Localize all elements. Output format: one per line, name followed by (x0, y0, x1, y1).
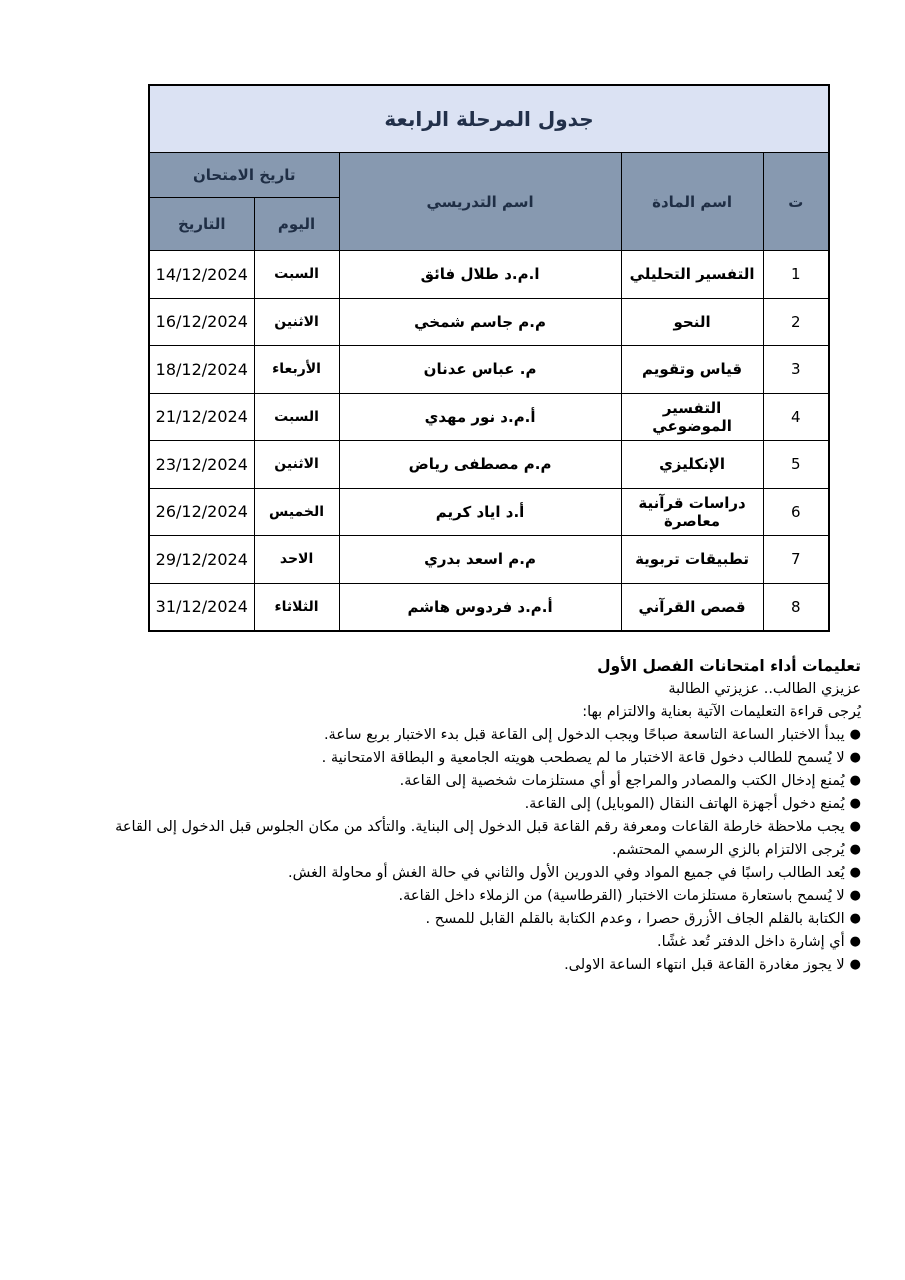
instruction-text: لا يجوز مغادرة القاعة قبل انتهاء الساعة الاولى. (564, 957, 845, 973)
cell-date: 26/12/2024 (149, 488, 254, 536)
cell-index: 6 (763, 488, 829, 536)
cell-day: الثلاثاء (254, 583, 339, 631)
cell-date: 23/12/2024 (149, 441, 254, 489)
instruction-text: لا يُسمح للطالب دخول قاعة الاختبار ما لم يصطحب هويته الجامعية و البطاقة الامتحانية . (321, 750, 845, 766)
instruction-item (66, 793, 861, 816)
cell-index: 5 (763, 441, 829, 489)
cell-date: 18/12/2024 (149, 346, 254, 394)
instructions-section (66, 655, 861, 977)
header-row-top (149, 153, 829, 198)
cell-index: 7 (763, 536, 829, 584)
cell-index: 8 (763, 583, 829, 631)
bullet-icon: ● (849, 865, 861, 880)
cell-index: 4 (763, 393, 829, 441)
cell-instructor: أ.د اياد كريم (339, 488, 621, 536)
cell-day: الاحد (254, 536, 339, 584)
instruction-text: يُمنع دخول أجهزة الهاتف النقال (الموبايل) إلى القاعة. (524, 796, 845, 812)
instruction-text: يُعد الطالب راسبًا في جميع المواد وفي الدورين الأول والثاني في حالة الغش أو محاولة الغش. (288, 865, 845, 881)
cell-subject: دراسات قرآنية معاصرة (621, 488, 763, 536)
bullet-icon: ● (849, 842, 861, 857)
instructions-intro-line: عزيزي الطالب.. عزيزتي الطالبة (668, 681, 861, 697)
cell-instructor: ا.م.د طلال فائق (339, 251, 621, 299)
instruction-item (66, 747, 861, 770)
instruction-text: الكتابة بالقلم الجاف الأزرق حصرا ، وعدم الكتابة بالقلم القابل للمسح . (425, 911, 845, 927)
header-cell-subject: اسم المادة (621, 153, 763, 251)
bullet-icon: ● (849, 750, 861, 765)
cell-date: 21/12/2024 (149, 393, 254, 441)
instruction-item (66, 724, 861, 747)
instruction-item (66, 885, 861, 908)
cell-subject: تطبيقات تربوية (621, 536, 763, 584)
cell-day: السبت (254, 251, 339, 299)
table-row (149, 251, 829, 299)
instructions-list (66, 724, 861, 977)
bullet-icon: ● (849, 796, 861, 811)
cell-date: 16/12/2024 (149, 298, 254, 346)
header-cell-instructor: اسم التدريسي (339, 153, 621, 251)
instruction-text: يبدأ الاختبار الساعة التاسعة صباحًا ويجب الدخول إلى القاعة قبل بدء الاختبار بربع ساعة. (323, 727, 845, 743)
bullet-icon: ● (849, 911, 861, 926)
cell-day: الخميس (254, 488, 339, 536)
instruction-item (66, 954, 861, 977)
cell-instructor: أ.م.د نور مهدي (339, 393, 621, 441)
cell-date: 29/12/2024 (149, 536, 254, 584)
cell-day: الأربعاء (254, 346, 339, 394)
header-cell-exam-date: تاريخ الامتحان (149, 153, 339, 198)
cell-instructor: م.م مصطفى رياض (339, 441, 621, 489)
cell-index: 3 (763, 346, 829, 394)
schedule-body (149, 251, 829, 632)
instruction-item (66, 816, 861, 839)
table-title-row (149, 85, 829, 153)
cell-subject: النحو (621, 298, 763, 346)
bullet-icon: ● (849, 888, 861, 903)
cell-subject: التفسير التحليلي (621, 251, 763, 299)
cell-day: الاثنين (254, 441, 339, 489)
header-cell-date: التاريخ (149, 198, 254, 251)
table-row (149, 583, 829, 631)
bullet-icon: ● (849, 773, 861, 788)
header-cell-day: اليوم (254, 198, 339, 251)
header-cell-index: ت (763, 153, 829, 251)
instruction-text: أي إشارة داخل الدفتر تُعد غشًا. (657, 934, 845, 950)
instruction-item (66, 931, 861, 954)
cell-day: السبت (254, 393, 339, 441)
table-row (149, 536, 829, 584)
cell-subject: التفسير الموضوعي (621, 393, 763, 441)
table-row (149, 393, 829, 441)
bullet-icon: ● (849, 727, 861, 742)
cell-date: 14/12/2024 (149, 251, 254, 299)
bullet-icon: ● (849, 819, 861, 834)
instruction-text: يُرجى الالتزام بالزي الرسمي المحتشم. (611, 842, 845, 858)
cell-subject: قصص القرآني (621, 583, 763, 631)
instructions-intro-line: يُرجى قراءة التعليمات الآتية بعناية والالتزام بها: (582, 704, 861, 720)
table-row (149, 441, 829, 489)
table-title: جدول المرحلة الرابعة (149, 85, 829, 153)
table-row (149, 346, 829, 394)
instruction-item (66, 862, 861, 885)
table-row (149, 488, 829, 536)
cell-index: 2 (763, 298, 829, 346)
instruction-text: يجب ملاحظة خارطة القاعات ومعرفة رقم القاعة قبل الدخول إلى البناية. والتأكد من مكان الجلوس قبل الدخول إلى القاعة (115, 819, 845, 835)
cell-date: 31/12/2024 (149, 583, 254, 631)
cell-instructor: م. عباس عدنان (339, 346, 621, 394)
instruction-text: يُمنع إدخال الكتب والمصادر والمراجع أو أي مستلزمات شخصية إلى القاعة. (399, 773, 845, 789)
cell-subject: الإنكليزي (621, 441, 763, 489)
instruction-item (66, 770, 861, 793)
bullet-icon: ● (849, 957, 861, 972)
cell-instructor: م.م جاسم شمخي (339, 298, 621, 346)
instruction-item (66, 908, 861, 931)
instruction-item (66, 839, 861, 862)
exam-schedule-table (148, 84, 830, 632)
cell-subject: قياس وتقويم (621, 346, 763, 394)
table-row (149, 298, 829, 346)
bullet-icon: ● (849, 934, 861, 949)
instruction-text: لا يُسمح باستعارة مستلزمات الاختبار (القرطاسية) من الزملاء داخل القاعة. (398, 888, 845, 904)
cell-instructor: م.م اسعد بدري (339, 536, 621, 584)
cell-day: الاثنين (254, 298, 339, 346)
cell-index: 1 (763, 251, 829, 299)
cell-instructor: أ.م.د فردوس هاشم (339, 583, 621, 631)
instructions-heading: تعليمات أداء امتحانات الفصل الأول (597, 657, 861, 675)
